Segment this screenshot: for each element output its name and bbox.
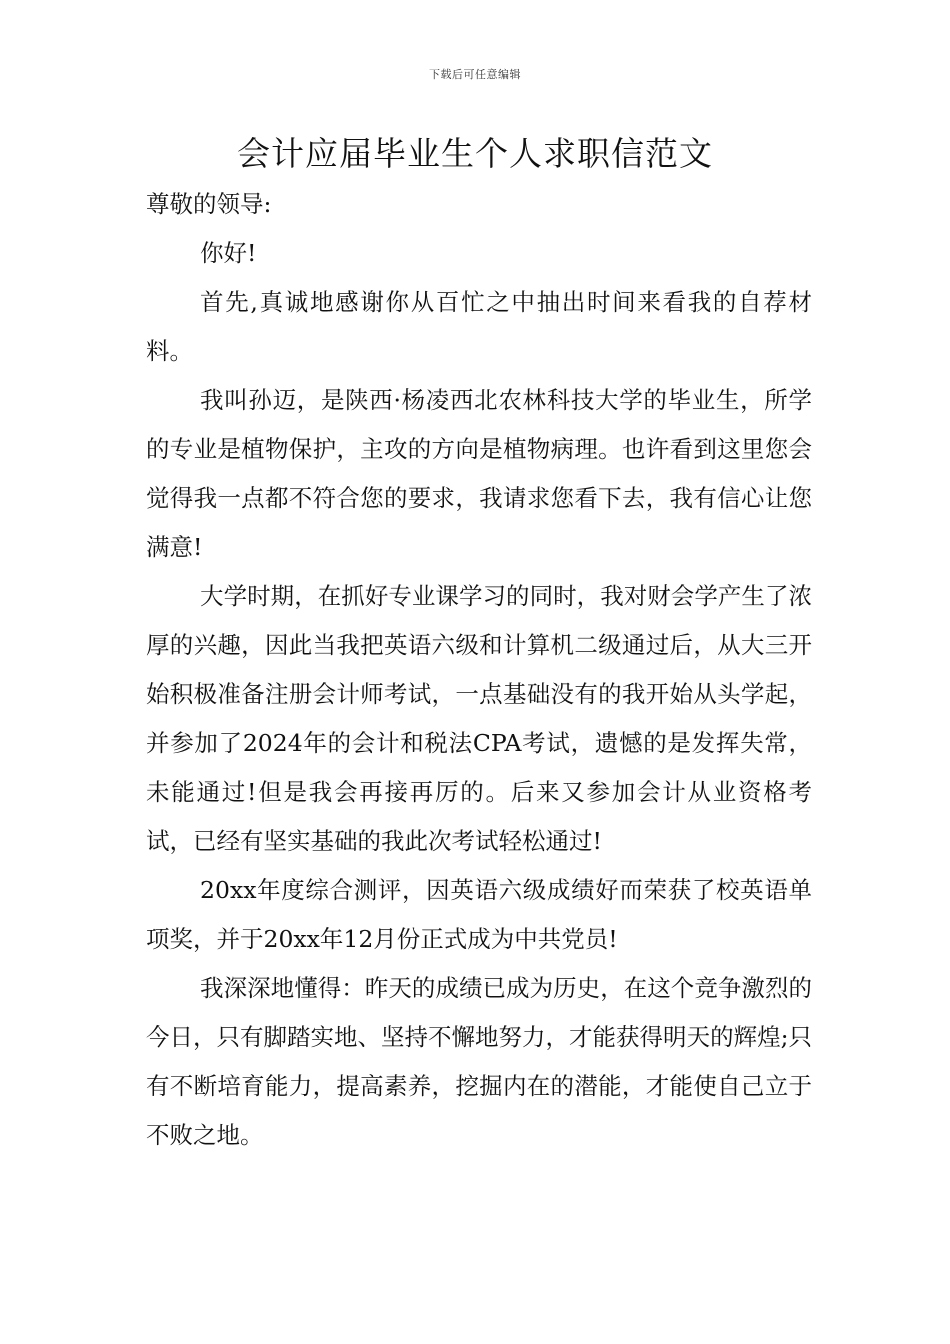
salutation: 尊敬的领导: <box>146 190 272 218</box>
reflection-paragraph: 我深深地懂得：昨天的成绩已成为历史，在这个竞争激烈的今日，只有脚踏实地、坚持不懈地努力，才能获得明天的辉煌;只有不断培育能力，提高素养，挖掘内在的潜能，才能使自己立于不败之地。 <box>146 974 812 1149</box>
document-title: 会计应届毕业生个人求职信范文 <box>237 134 713 173</box>
study-paragraph: 大学时期，在抓好专业课学习的同时，我对财会学产生了浓厚的兴趣，因此当我把英语六级和计算机二级通过后，从大三开始积极准备注册会计师考试，一点基础没有的我开始从头学起，并参加了2024年的会计和税法CPA考试，遗憾的是发挥失常，未能通过!但是我会再接再厉的。后来又参加会计从业资格考试，已经有坚实基础的我此次考试轻松通过! <box>146 582 812 855</box>
greeting-paragraph: 你好! <box>200 239 257 267</box>
header-note: 下载后可任意编辑 <box>429 68 521 81</box>
thanks-paragraph: 首先,真诚地感谢你从百忙之中抽出时间来看我的自荐材料。 <box>146 288 812 365</box>
introduction-paragraph: 我叫孙迈，是陕西·杨凌西北农林科技大学的毕业生，所学的专业是植物保护，主攻的方向是植物病理。也许看到这里您会觉得我一点都不符合您的要求，我请求您看下去，我有信心让您满意! <box>146 386 812 561</box>
award-paragraph: 20xx年度综合测评，因英语六级成绩好而荣获了校英语单项奖，并于20xx年12月份正式成为中共党员! <box>146 876 812 953</box>
letter-body <box>146 180 812 1160</box>
